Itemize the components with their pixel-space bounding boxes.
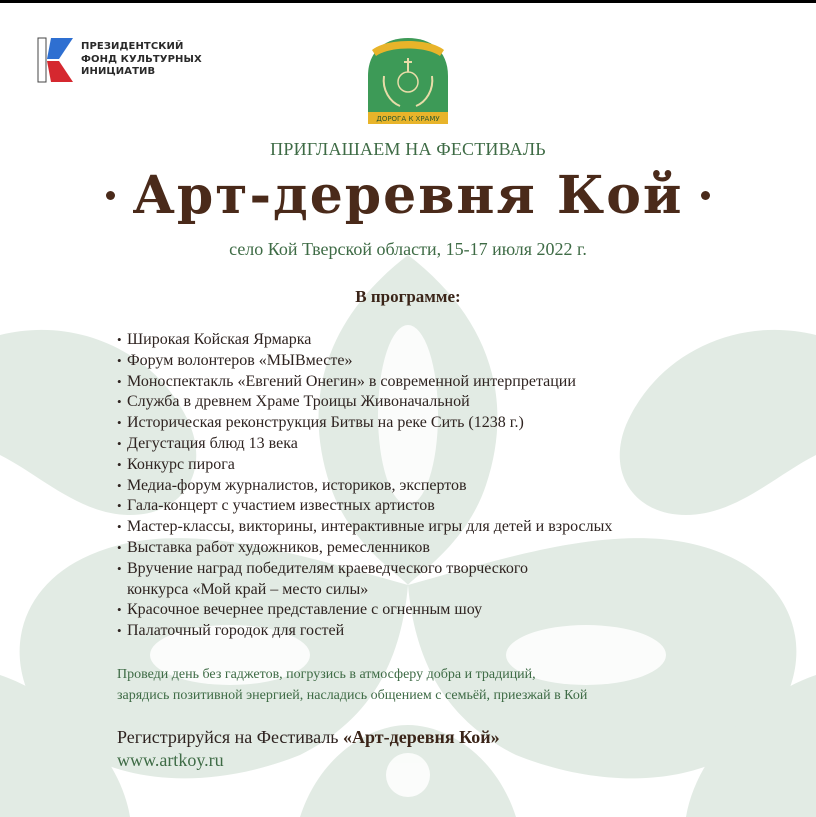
program-item: • Гала-концерт с участием известных артистов bbox=[117, 496, 612, 517]
program-item: • Историческая реконструкция Битвы на реке Сить (1238 г.) bbox=[117, 413, 612, 434]
program-item: • Мастер-классы, викторины, интерактивные игры для детей и взрослых bbox=[117, 517, 612, 538]
festival-title: Арт-деревня Кой bbox=[0, 158, 816, 234]
program-item: • Моноспектакль «Евгений Онегин» в современной интерпретации bbox=[117, 372, 612, 393]
dot-ornament bbox=[701, 191, 710, 200]
register-call: Регистрируйся на Фестиваль «Арт-деревня Кой» bbox=[117, 727, 500, 747]
program-item: • Выставка работ художников, ремесленников bbox=[117, 538, 612, 559]
program-item: • Форум волонтеров «МЫВместе» bbox=[117, 351, 612, 372]
program-item: • Вручение наград победителям краеведческого творческого конкурса «Мой край – место силы» bbox=[117, 559, 612, 601]
promo-text: Проведи день без гаджетов, погрузись в атмосферу добра и традиций, зарядись позитивной энергией, насладись общением с семьёй, приезжай в Кой bbox=[117, 667, 588, 703]
pfki-logo-text: ПРЕЗИДЕНТСКИЙ ФОНД КУЛЬТУРНЫХ ИНИЦИАТИВ bbox=[81, 41, 202, 78]
program-item: • Широкая Койская Ярмарка bbox=[117, 330, 612, 351]
program-item: • Дегустация блюд 13 века bbox=[117, 434, 612, 455]
svg-text:ДОРОГА К ХРАМУ: ДОРОГА К ХРАМУ bbox=[376, 115, 440, 123]
program-item: • Красочное вечернее представление с огненным шоу bbox=[117, 600, 612, 621]
dot-ornament bbox=[106, 191, 115, 200]
program-item: • Служба в древнем Храме Троицы Живоначальной bbox=[117, 392, 612, 413]
location-dates: село Кой Тверской области, 15-17 июля 2022 г. bbox=[229, 239, 587, 259]
program-item: • Медиа-форум журналистов, историков, экспертов bbox=[117, 476, 612, 497]
program-item: • Палаточный городок для гостей bbox=[117, 621, 612, 642]
pfki-k-icon bbox=[37, 37, 75, 83]
pfki-logo bbox=[37, 37, 202, 83]
website-link[interactable]: www.artkoy.ru bbox=[117, 750, 224, 770]
program-item: • Конкурс пирога bbox=[117, 455, 612, 476]
doroga-k-hramu-emblem bbox=[364, 36, 452, 126]
program-list bbox=[117, 330, 612, 642]
invite-heading: ПРИГЛАШАЕМ НА ФЕСТИВАЛЬ bbox=[270, 139, 546, 159]
top-border bbox=[0, 0, 816, 3]
program-heading: В программе: bbox=[355, 287, 461, 306]
